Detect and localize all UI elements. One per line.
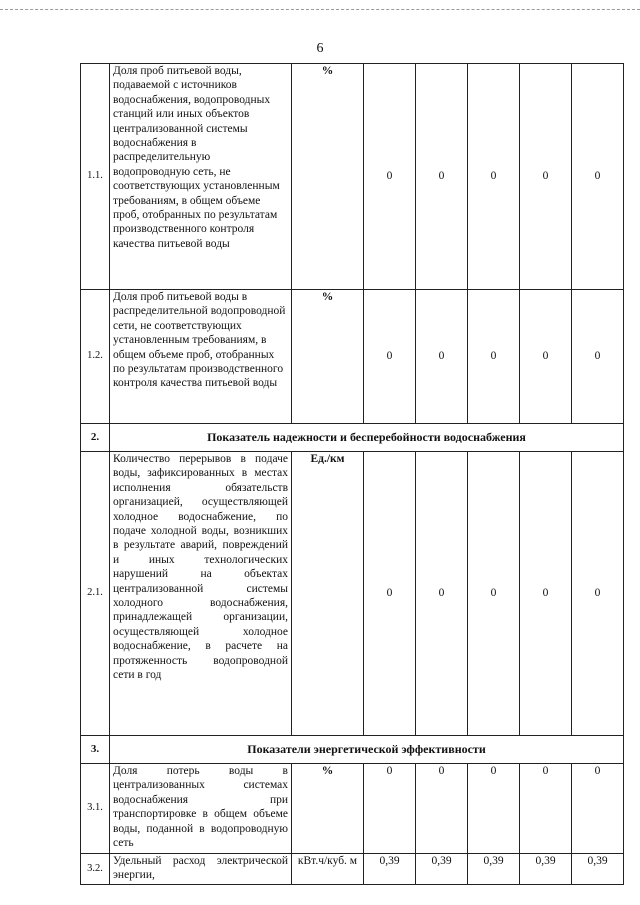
table-row bbox=[81, 854, 624, 885]
value-cell: 0,39 bbox=[572, 854, 624, 885]
unit-cell: % bbox=[292, 64, 364, 290]
scan-edge-line bbox=[0, 9, 640, 10]
unit-cell: Ед./км bbox=[292, 452, 364, 736]
unit-cell: кВт.ч/куб. м bbox=[292, 854, 364, 885]
table-row bbox=[81, 764, 624, 854]
unit-cell: % bbox=[292, 290, 364, 424]
value-cell: 0,39 bbox=[520, 854, 572, 885]
value-cell: 0 bbox=[520, 764, 572, 854]
value-cell: 0 bbox=[468, 452, 520, 736]
indicator-text: Доля проб питьевой воды, подаваемой с источников водоснабжения, водопроводных станций или иных объектов централизованной системы водоснабжения в распределительную водопроводную сеть, не соответствующих установленным требованиям, в общем объеме проб, отобранных по результатам производственного контроля качества питьевой воды bbox=[110, 64, 292, 290]
value-cell: 0 bbox=[468, 64, 520, 290]
value-cell: 0 bbox=[520, 64, 572, 290]
value-cell: 0,39 bbox=[416, 854, 468, 885]
indicator-text: Количество перерывов в подаче воды, зафиксированных в местах исполнения обязательств организацией, осуществляющей холодное водоснабжение, по подаче холодной воды, возникших в результате аварий, повреждений и иных технологических нарушений на объектах централизованной системы холодного водоснабжения, принадлежащей организации, осуществляющей холодное водоснабжение, в расчете на протяженность водопроводной сети в год bbox=[110, 452, 292, 736]
unit-cell: % bbox=[292, 764, 364, 854]
row-number: 2.1. bbox=[81, 452, 110, 736]
value-cell: 0 bbox=[520, 452, 572, 736]
value-cell: 0 bbox=[364, 452, 416, 736]
value-cell: 0 bbox=[572, 764, 624, 854]
row-number: 1.2. bbox=[81, 290, 110, 424]
value-cell: 0 bbox=[416, 764, 468, 854]
value-cell: 0 bbox=[416, 452, 468, 736]
value-cell: 0 bbox=[364, 290, 416, 424]
value-cell: 0,39 bbox=[364, 854, 416, 885]
value-cell: 0 bbox=[364, 64, 416, 290]
section-number: 2. bbox=[81, 424, 110, 452]
row-number: 3.2. bbox=[81, 854, 110, 885]
indicator-text: Удельный расход электрической энергии, bbox=[110, 854, 292, 885]
section-title: Показатели энергетической эффективности bbox=[110, 736, 624, 764]
table-row bbox=[81, 452, 624, 736]
section-row bbox=[81, 736, 624, 764]
value-cell: 0 bbox=[572, 452, 624, 736]
value-cell: 0 bbox=[468, 290, 520, 424]
value-cell: 0 bbox=[572, 64, 624, 290]
value-cell: 0 bbox=[572, 290, 624, 424]
row-number: 3.1. bbox=[81, 764, 110, 854]
indicators-table bbox=[80, 63, 624, 885]
indicator-text: Доля потерь воды в централизованных системах водоснабжения при транспортировке в общем объеме воды, поданной в водопроводную сеть bbox=[110, 764, 292, 854]
section-title: Показатель надежности и бесперебойности водоснабжения bbox=[110, 424, 624, 452]
table-row bbox=[81, 64, 624, 290]
value-cell: 0 bbox=[468, 764, 520, 854]
indicator-text: Доля проб питьевой воды в распределительной водопроводной сети, не соответствующих установленным требованиям, в общем объеме проб, отобранных по результатам производственного контроля качества питьевой воды bbox=[110, 290, 292, 424]
value-cell: 0 bbox=[520, 290, 572, 424]
value-cell: 0 bbox=[364, 764, 416, 854]
value-cell: 0 bbox=[416, 290, 468, 424]
page-number: 6 bbox=[316, 41, 324, 56]
row-number: 1.1. bbox=[81, 64, 110, 290]
table-row bbox=[81, 290, 624, 424]
section-number: 3. bbox=[81, 736, 110, 764]
value-cell: 0 bbox=[416, 64, 468, 290]
section-row bbox=[81, 424, 624, 452]
value-cell: 0,39 bbox=[468, 854, 520, 885]
